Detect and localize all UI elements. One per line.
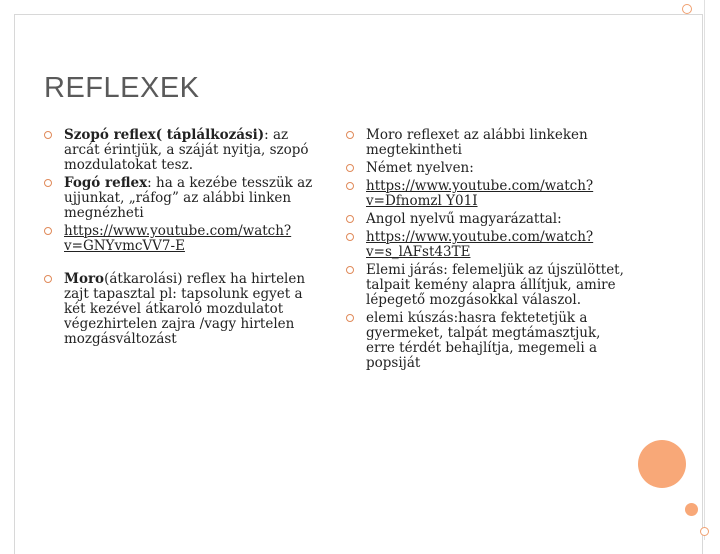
item-text: Elemi járás: felemeljük az újszülöttet, talpait kemény alapra állítjuk, amire lépegető mozgásokkal válaszol. [366,262,624,308]
left-column [44,128,319,350]
right-edge-line [704,0,705,540]
youtube-link[interactable]: https://www.youtube.com/watch?v=Dfnomzl Y01I [366,178,594,209]
item-term: Szopó reflex( táplálkozási) [64,127,265,143]
youtube-link[interactable]: https://www.youtube.com/watch?v=s_lAFst43TE [366,229,594,260]
list-item-grasp-reflex [44,176,319,221]
list-item-german [346,161,624,176]
item-term: Fogó reflex [64,175,148,191]
list-item-stepping-reflex [346,263,624,308]
decorative-circle-top [682,4,692,14]
bullet-icon [346,215,354,223]
list-item-link-german [346,179,624,209]
list-item-link [44,224,319,254]
bullet-icon [44,131,52,139]
item-text: (átkarolási) reflex ha hirtelen zajt tapasztal pl: tapsolunk egyet a két kezével átkaroló mozdulatot végezhirtelen zajra /vagy hirtelen mozgásváltozást [64,271,306,347]
decorative-circle-large [638,440,686,488]
youtube-link[interactable]: https://www.youtube.com/watch?v=GNYvmcVV7-E [64,223,292,254]
bullet-icon [346,131,354,139]
item-text: elemi kúszás:hasra fektetetjük a gyermeket, talpát megtámasztjuk, erre térdét behajlítja, megemeli a popsiját [366,310,601,371]
item-term: Moro [64,271,105,287]
decorative-circle-medium [685,503,698,516]
bullet-icon [346,266,354,274]
bullet-icon [346,182,354,190]
bullet-icon [44,275,52,283]
bullet-icon [346,233,354,241]
item-text: Angol nyelvű magyarázattal: [366,211,562,227]
list-item-sucking-reflex [44,128,319,173]
bullet-icon [44,179,52,187]
decorative-circle-small [700,527,709,536]
item-text: : az arcát érintjük, a száját nyitja, szopó mozdulatokat tesz. [64,127,309,173]
item-text: : ha a kezébe tesszük az ujjunkat, „ráfog” az alábbi linken megnézheti [64,175,313,221]
bullet-icon [44,227,52,235]
list-item-moro-links [346,128,624,158]
right-column [346,128,624,374]
bullet-icon [346,314,354,322]
bullet-icon [346,164,354,172]
item-text: Német nyelven: [366,160,474,176]
list-item-english [346,212,624,227]
list-item-crawling-reflex [346,311,624,371]
list-item-moro-reflex [44,272,319,347]
list-item-link-english [346,230,624,260]
slide-title: REFLEXEK [44,72,200,104]
item-text: Moro reflexet az alábbi linkeken megtekintheti [366,127,588,158]
